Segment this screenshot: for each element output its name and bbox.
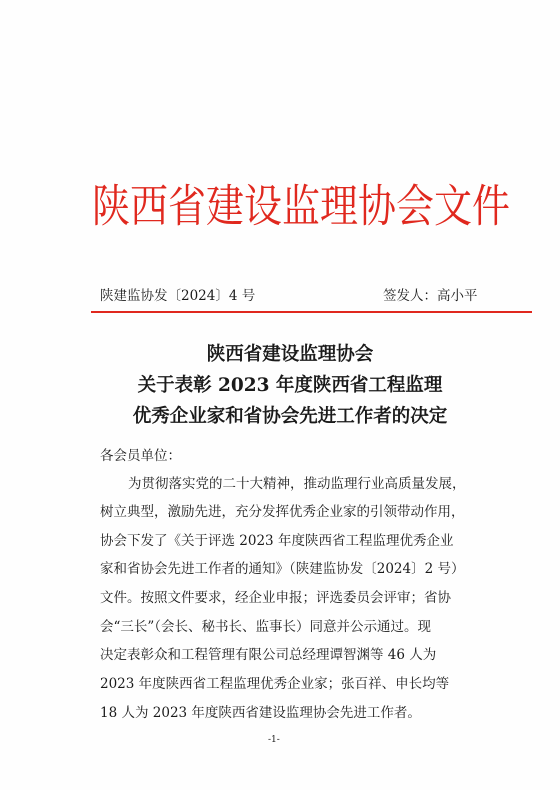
- body-text-line: 树立典型，激励先进，充分发挥优秀企业家的引领带动作用，: [100, 504, 465, 520]
- document-number: 陕建监协发〔2024〕4 号: [100, 288, 256, 304]
- salutation: 各会员单位：: [100, 448, 181, 464]
- body-text-line: 文件。按照文件要求，经企业申报；评选委员会评审；省协: [100, 590, 451, 606]
- body-text-line: 为贯彻落实党的二十大精神，推动监理行业高质量发展，: [128, 476, 466, 492]
- red-divider-rule: [91, 311, 532, 313]
- body-text-line: 决定表彰众和工程管理有限公司总经理谭智渊等 46 人为: [100, 647, 437, 663]
- document-title-line-1: 陕西省建设监理协会: [206, 344, 374, 365]
- body-text-line: 家和省协会先进工作者的通知》（陕建监协发〔2024〕2 号）: [100, 561, 465, 577]
- body-text-line: 18 人为 2023 年度陕西省建设监理协会先进工作者。: [100, 705, 421, 721]
- body-text-line: 会“三长”（会长、秘书长、监事长）同意并公示通过。现: [100, 619, 432, 635]
- document-title-line-2: 关于表彰 2023 年度陕西省工程监理: [137, 375, 443, 396]
- body-text-line: 2023 年度陕西省工程监理优秀企业家；张百祥、申长均等: [100, 676, 450, 692]
- document-title-line-3: 优秀企业家和省协会先进工作者的决定: [132, 406, 448, 427]
- letterhead-title: 陕西省建设监理协会文件: [92, 180, 511, 232]
- page-number: -1-: [268, 735, 280, 745]
- signer-line: 签发人：高小平: [383, 288, 478, 304]
- body-text-line: 协会下发了《关于评选 2023 年度陕西省工程监理优秀企业: [100, 533, 454, 549]
